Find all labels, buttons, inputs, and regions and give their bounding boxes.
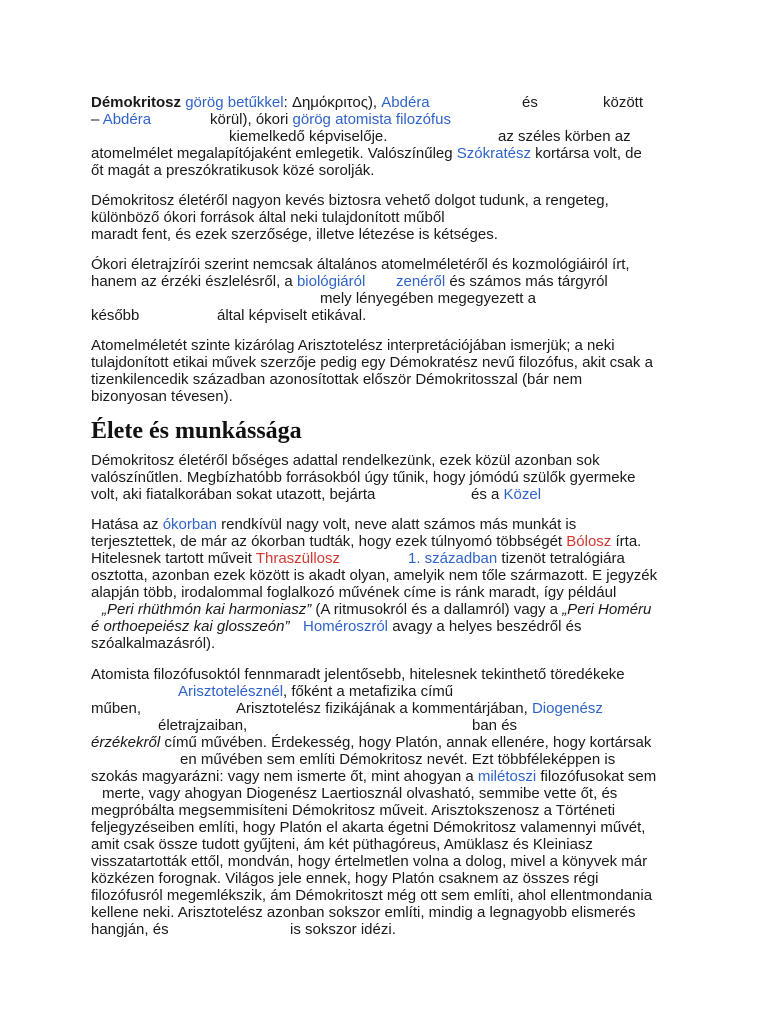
link-homeroszrol[interactable]: Homéroszról [303,618,389,635]
p6-line-1: Hatása az ókorban rendkívül nagy volt, neve alatt számos más munkát is [91,516,577,533]
link-zenerol[interactable]: zenéről [396,273,446,290]
p6-line-7: é orthoepeiész kai glosszeón” [91,618,290,635]
p6-line-3b: 1. században tizenöt tetralógiára [408,550,625,567]
p5-line-2: valószínűtlen. Megbízhatóbb forrásokból úgy tűnik, hogy jómódú szülők gyermeke [91,469,636,486]
link-abdera[interactable]: Abdéra [381,94,430,111]
p4-line-2: tulajdonított etikai művek szerzője pedig egy Démokratész nevű filozófus, akit csak a [91,354,653,371]
p3-line-2b: zenéről és számos más tárgyról [396,273,608,290]
p7-line-7: szokás magyarázni: vagy nem ismerte őt, mint ahogyan a milétoszi filozófusokat sem [91,768,657,785]
link-okorban[interactable]: ókorban [162,516,217,533]
p7-line-16b: is sokszor idézi. [290,921,396,938]
link-1-szazadban[interactable]: 1. században [408,550,498,567]
p2-line-3: maradt fent, és ezek szerzősége, illetve létezése is kétséges. [91,226,498,243]
p7-line-4a: életrajzaiban, [158,717,248,734]
p7-line-15: kellene neki. Arisztotelész azonban sokszor említi, mindig a legnagyobb elismerés [91,904,636,921]
p7-line-14: filozófusról megemlékszik, ám Démokritoszt még ott sem említi, ahol ellentmondania [91,887,653,904]
p6-line-2: terjesztettek, de már az ókorban tudták, hogy ezek túlnyomó többségét Bólosz írta. [91,533,642,550]
link-diogenesz[interactable]: Diogenész [531,700,603,717]
p3-kesobb: később [91,307,140,324]
p1-kiemelkedo: kiemelkedő képviselője. [229,128,388,145]
link-biologiarol[interactable]: biológiáról [296,273,366,290]
p3-line-3: mely lényegében megegyezett a [320,290,536,307]
p7-line-1: Atomista filozófusoktól fennmaradt jelentősebb, hitelesnek tekinthető töredékeke [91,666,625,683]
p3-line-4b: által képviselt etikával. [217,307,367,324]
p7-line-4b: ban és [472,717,518,734]
link-szokratesz[interactable]: Szókratész [456,145,531,162]
p1-line-1: Démokritosz görög betűkkel: Δημόκριτος), Abdéra [91,94,430,111]
p7-line-6: en művében sem említi Démokritosz nevét. Ezt többféleképpen is [180,751,616,768]
section-heading: Élete és munkássága [91,418,302,444]
p4-line-3: tizenkilencedik században azonosítottak először Démokritosszal (bár nem [91,371,583,388]
p6-line-4: osztotta, azonban ezek között is akadt olyan, amelyik nem tőle származott. E jegyzék [91,567,658,584]
p7-line-2: Arisztotelésznél, főként a metafizika című [178,683,454,700]
p7-line-8: merte, vagy ahogyan Diogenész Laertiosznál olvasható, semmibe vette őt, és [102,785,618,802]
p6-line-6: „Peri rhüthmón kai harmoniasz” (A ritmusokról és a dallamról) vagy a „Peri Homéru [102,601,652,618]
p1-az-szeles: az széles körben az [498,128,631,145]
p7-line-3b: Arisztotelész fizikájának a kommentárjában, Diogenész [236,700,603,717]
p7-line-13: közkézen forognak. Világos jele ennek, hogy Platón csaknem az összes régi [91,870,599,887]
p7-line-9: megpróbálta megsemmisíteni Démokritosz műveit. Arisztokszenosz a Történeti [91,802,616,819]
p6-line-5: alapján több, irodalommal foglalkozó művének címe is ránk maradt, így például [91,584,617,601]
p7-line-10: feljegyzéseiben említi, hogy Platón el akarta égetni Démokritosz valamennyi művét, [91,819,646,836]
p7-line-3a: műben, [91,700,142,717]
p5-line-1: Démokritosz életéről bőséges adattal rendelkezünk, ezek közül azonban sok [91,452,600,469]
p5-line-3b: és a Közel [471,486,542,503]
link-abdera-2[interactable]: Abdéra [102,111,152,128]
p1-line-2: – Abdéra [91,111,152,128]
p1-line-5: őt magát a preszókratikusok közé sorolják. [91,162,375,179]
p4-line-4: bizonyosan tévesen). [91,388,233,405]
p7-line-11: amit csak össze tudott gyűjteni, ám két püthagóreus, Amüklasz és Kleiniasz [91,836,593,853]
link-gorog-atomista-filozofus[interactable]: görög atomista filozófus [292,111,451,128]
p7-line-16a: hangján, és [91,921,169,938]
thraszullosz-missing-link[interactable]: Thraszüllosz [255,550,341,567]
subject-name: Démokritosz [91,94,182,111]
p6-line-8: szóalkalmazásról). [91,635,216,652]
p2-line-1: Démokritosz életéről nagyon kevés biztosra vehető dolgot tudunk, a rengeteg, [91,192,609,209]
link-gorog-betukkel[interactable]: görög betűkkel [185,94,284,111]
p1-line-2b: körül), ókori görög atomista filozófus [210,111,451,128]
link-kozel[interactable]: Közel [503,486,542,503]
p3-line-1: Ókori életrajzírói szerint nemcsak általános atomelméletéről és kozmológiáiról írt, [91,256,630,273]
p1-line-4: atomelmélet megalapítójaként emlegetik. Valószínűleg Szókratész kortársa volt, de [91,145,642,162]
p6-line-3: Hitelesnek tartott műveit Thraszüllosz [91,550,341,567]
p7-line-5: érzékekről című művében. Érdekesség, hogy Platón, annak ellenére, hogy kortársak [91,734,652,751]
p5-line-3: volt, aki fiatalkorában sokat utazott, bejárta [91,486,376,503]
bolosz-missing-link[interactable]: Bólosz [566,533,612,550]
p7-line-12: visszatartották ettől, mondván, hogy értelmetlen volna a dolog, mivel a könyvek már [91,853,648,870]
p4-line-1: Atomelméletét szinte kizárólag Arisztotelész interpretációjában ismerjük; a neki [91,337,615,354]
p1-kozott: között [603,94,644,111]
p2-line-2: különböző ókori források által neki tulajdonított műből [91,209,445,226]
p6-line-7b: Homéroszról avagy a helyes beszédről és [303,618,582,635]
p1-es: és [522,94,538,111]
p3-line-2: hanem az érzéki észlelésről, a biológiáról [91,273,366,290]
link-miletoszi[interactable]: milétoszi [477,768,537,785]
link-arisztotelesznel[interactable]: Arisztotelésznél [178,683,284,700]
